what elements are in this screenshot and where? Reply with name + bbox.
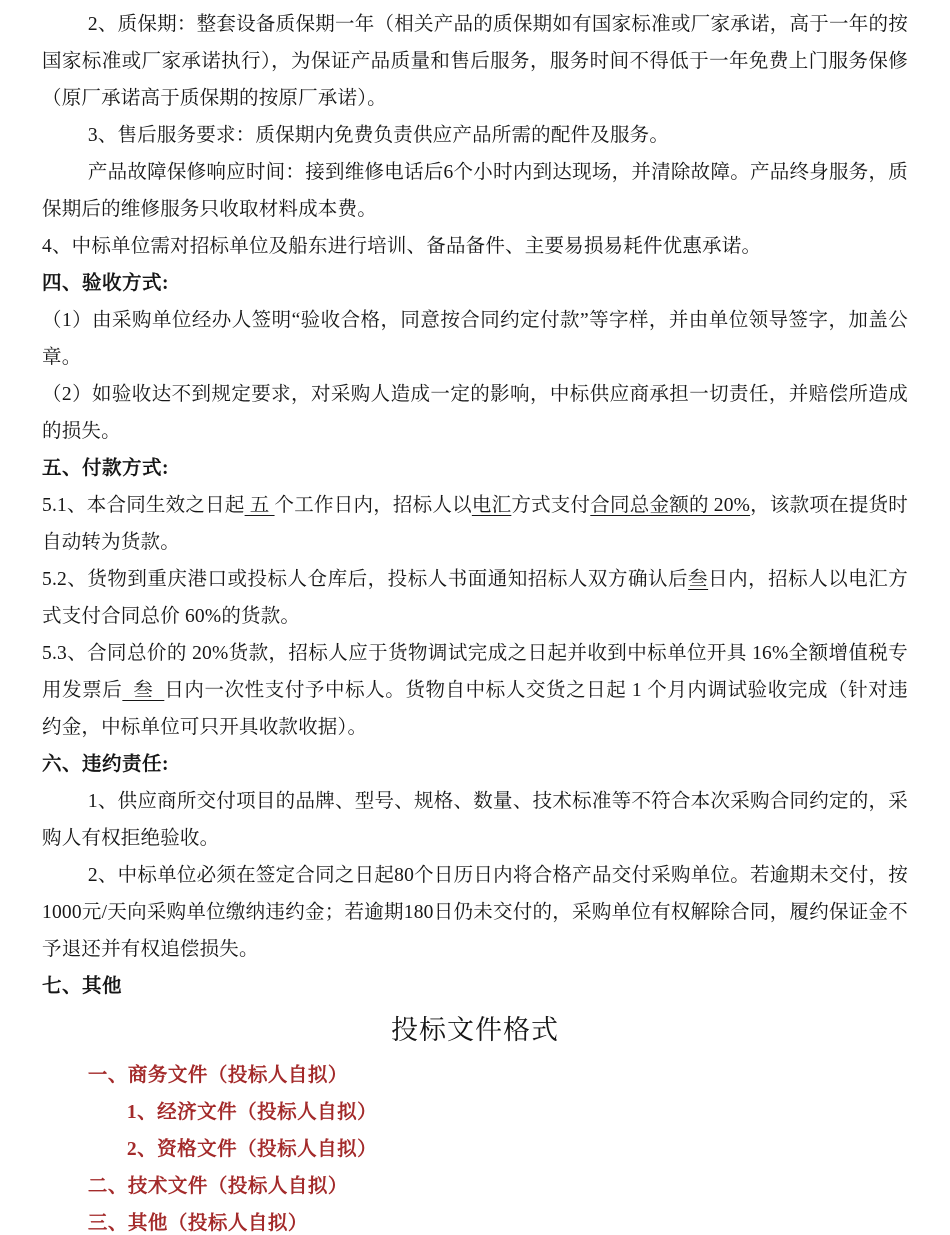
text-segment: 方式支付 <box>511 495 591 516</box>
text-segment: 5.3、合同总价的 20%货款，招标人应于货物调试完成之日起并收到中标单位开具 16%全额增值税专用发票后 <box>42 643 908 701</box>
clause-repair-response-time <box>42 154 908 228</box>
clause-payment-5-3 <box>42 635 908 746</box>
text-segment: 日内，招标人以电汇方式支付合同总价 60%的货款。 <box>42 569 908 627</box>
text-segment: 日内一次性支付予中标人。货物自中标人交货之日起 1 个月内调试验收完成（针对违约金，中标单位可只开具收款收据）。 <box>42 680 908 738</box>
text-segment: 2、质保期：整套设备质保期一年（相关产品的质保期如有国家标准或厂家承诺，高于一年的按国家标准或厂家承诺执行），为保证产品质量和售后服务，服务时间不得低于一年免费上门服务保修（原厂承诺高于质保期的按原厂承诺）。 <box>42 14 908 109</box>
underlined-text: 合同总金额的 20% <box>590 495 751 516</box>
underlined-text: 五 <box>244 495 275 516</box>
text-segment: 3、售后服务要求：质保期内免费负责供应产品所需的配件及服务。 <box>87 125 670 146</box>
text-segment: 个工作日内，招标人以 <box>274 495 472 516</box>
text-segment: 七、其他 <box>42 976 123 997</box>
section-heading-acceptance <box>42 265 908 302</box>
text-segment: 1、经济文件（投标人自拟） <box>126 1102 378 1123</box>
underlined-text: 电汇 <box>471 495 512 516</box>
text-segment: 2、资格文件（投标人自拟） <box>126 1139 378 1160</box>
clause-acceptance-1 <box>42 302 908 376</box>
section-heading-payment <box>42 450 908 487</box>
underlined-text: 叁 <box>688 569 709 590</box>
clause-training-commitment <box>42 228 908 265</box>
text-segment: ，该款项在提货时自动转为货款。 <box>42 495 908 553</box>
page-title <box>42 1007 908 1053</box>
text-segment: 一、商务文件（投标人自拟） <box>87 1065 348 1086</box>
text-segment: 4、中标单位需对招标单位及船东进行培训、备品备件、主要易损易耗件优惠承诺。 <box>42 236 762 257</box>
text-segment: （1）由采购单位经办人签明“验收合格，同意按合同约定付款”等字样，并由单位领导签字，加盖公章。 <box>42 310 908 368</box>
clause-after-sales-requirement <box>42 117 908 154</box>
text-segment: 六、违约责任: <box>42 754 169 775</box>
clause-breach-2 <box>42 857 908 968</box>
text-segment: 五、付款方式: <box>42 458 169 479</box>
clause-breach-1 <box>42 783 908 857</box>
document-body <box>42 6 908 1235</box>
tender-format-item-business <box>88 1057 908 1094</box>
clause-warranty-period <box>42 6 908 117</box>
underlined-text: 叁 <box>122 680 165 701</box>
text-segment: 产品故障保修响应时间：接到维修电话后6个小时内到达现场，并清除故障。产品终身服务，质保期后的维修服务只收取材料成本费。 <box>42 162 908 220</box>
text-segment: 1、供应商所交付项目的品牌、型号、规格、数量、技术标准等不符合本次采购合同约定的，采购人有权拒绝验收。 <box>42 791 908 849</box>
tender-format-item-technical <box>88 1168 908 1205</box>
section-heading-breach <box>42 746 908 783</box>
text-segment: 5.1、本合同生效之日起 <box>42 495 245 516</box>
clause-payment-5-2 <box>42 561 908 635</box>
section-heading-other <box>42 968 908 1005</box>
text-segment: 三、其他（投标人自拟） <box>87 1213 308 1234</box>
tender-format-item-other <box>88 1205 908 1235</box>
clause-payment-5-1 <box>42 487 908 561</box>
tender-format-item-qualification <box>127 1131 908 1168</box>
tender-format-item-economic <box>127 1094 908 1131</box>
text-segment: 投标文件格式 <box>391 1015 559 1045</box>
clause-acceptance-2 <box>42 376 908 450</box>
text-segment: 二、技术文件（投标人自拟） <box>87 1176 348 1197</box>
text-segment: （2）如验收达不到规定要求，对采购人造成一定的影响，中标供应商承担一切责任，并赔偿所造成的损失。 <box>42 384 908 442</box>
text-segment: 2、中标单位必须在签定合同之日起80个日历日内将合格产品交付采购单位。若逾期未交付，按1000元/天向采购单位缴纳违约金；若逾期180日仍未交付的，采购单位有权解除合同，履约保证金不予退还并有权追偿损失。 <box>42 865 908 960</box>
text-segment: 四、验收方式: <box>42 273 169 294</box>
text-segment: 5.2、货物到重庆港口或投标人仓库后，投标人书面通知招标人双方确认后 <box>42 569 689 590</box>
